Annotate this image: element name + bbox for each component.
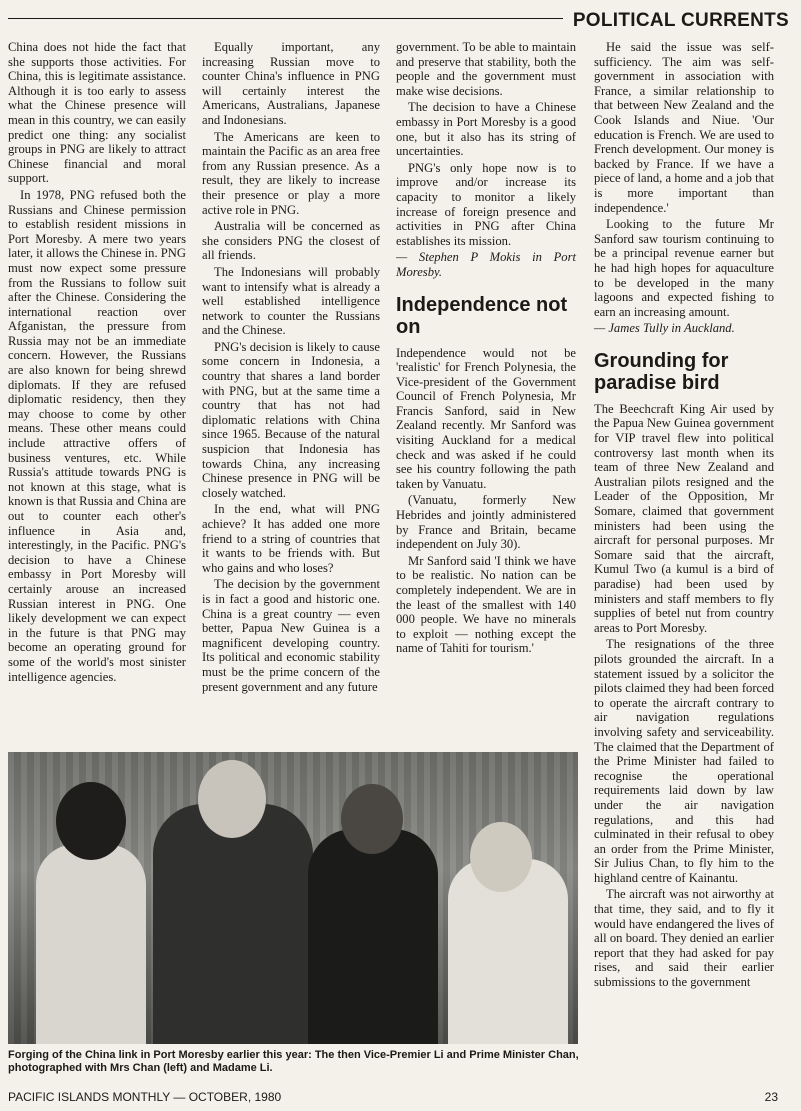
paragraph: government. To be able to maintain and preserve that stability, both the people and the government must make wise decisions. [396, 40, 576, 98]
paragraph: In 1978, PNG refused both the Russians and Chinese permission to establish resident missions in Port Moresby. A mere two years later, it allows the Chinese in. PNG must now expect some pressure from the Russians to follow suit after the Chinese. Considering the international reaction over Afganistan, the pressure from Russia may not be an immediate concern. However, the Russians are also known for being shrewd diplomats. If they are refused diplomatic residency, then they may choose to come by other means. These other means could include attractive offers of business ventures, etc. While Russia's attitude towards PNG is not known at this stage, what is known is that Russia and China are out to counter each other's influence in Asia and, interestingly, in the Pacific. PNG's decision to have a Chinese embassy in Port Moresby will certainly arouse an increased Russian interest in PNG. One likely development we can expect in the future is that PNG may become an operating ground for some of the world's most sinister intelligence agencies. [8, 187, 186, 684]
photo-figure-left [36, 844, 146, 1044]
page-number: 23 [764, 1090, 778, 1104]
photo-caption: Forging of the China link in Port Moresby earlier this year: The then Vice-Premier Li and Prime Minister Chan, photographed with Mrs Chan (left) and Madame Li. [8, 1049, 579, 1074]
paragraph: The aircraft was not airworthy at that time, they said, and to fly it would have endangered the lives of all on board. They denied an earlier report that they had asked for pay rises, and said their earlier submissions to the government [594, 887, 774, 990]
byline: — James Tully in Auckland. [594, 321, 735, 336]
headline-independence: Independence not on [396, 293, 568, 338]
photo-figure-right-head [470, 822, 532, 892]
publication-line: PACIFIC ISLANDS MONTHLY — OCTOBER, 1980 [8, 1090, 282, 1104]
paragraph: The resignations of the three pilots grounded the aircraft. In a statement issued by a solicitor the pilots claimed they had been forced to operate the aircraft contrary to air navigation regulations involving safety and serviceability. The claimed that the Department of the Prime Minister had failed to recognise the operational requirements laid down by law under the air navigation regulations, and this had culminated in their refusal to obey an order from the Prime Minister, Sir Julius Chan, to fly him to the highland centre of Kainantu. [594, 637, 774, 885]
column-2 [202, 40, 380, 694]
paragraph: PNG's decision is likely to cause some concern in Indonesia, a country that shares a land border with PNG, but at the same time a country that has not had diplomatic relations with China since 1965. Because of the natural suspicion that Indonesia has towards China, any increasing Chinese presence in PNG will be closely watched. [202, 339, 380, 500]
paragraph: In the end, what will PNG achieve? It has added one more friend to a string of countries that it wants to be friends with. But who gains and who loses? [202, 502, 380, 575]
paragraph: The Beechcraft King Air used by the Papua New Guinea government for VIP travel flew into political controversy last month when its team of three New Zealand and Australian pilots resigned and the Leader of the Opposition, Mr Somare, claimed that government ministers had been using the aircraft for personal purposes. Mr Somare said that the aircraft, Kumul Two (a kumul is a bird of paradise) had been used by ministers and staff members to fly supplies of betel nut from country areas to Port Moresby. [594, 401, 774, 635]
header-rule [8, 18, 563, 19]
column-1 [8, 40, 186, 684]
paragraph: Mr Sanford said 'I think we have to be realistic. No nation can be completely independent. We are in the least of the smallest with 140 000 people. We have no minerals to exploit — nothing except the name of Tahiti for tourism.' [396, 553, 576, 656]
photo-figure-vice-premier-head [198, 760, 266, 838]
paragraph: Looking to the future Mr Sanford saw tourism continuing to be a principal revenue earner but he had high hopes for aquaculture to be developed in the many lagoons and expected fishing to earn an increasing amount. [594, 217, 774, 319]
paragraph: China does not hide the fact that she supports those activities. For China, this is legitimate assistance. Although it is too early to assess what the Chinese presence will mean in this country, we can easily predict one thing: any socialist groups in PNG are likely to attract Chinese financial and moral support. [8, 40, 186, 186]
news-photo [8, 752, 578, 1044]
paragraph: PNG's only hope now is to improve and/or increase its capacity to monitor a likely increase of foreign presence and activities in PNG after China establishes its mission. [396, 160, 576, 248]
photo-figure-prime-minister-head [341, 784, 403, 854]
paragraph: He said the issue was self-sufficiency. The aim was self-government in association with France, a similar relationship to that between New Zealand and the Cook Islands and Niue. 'Our education is French. We are used to French development. Our money is backed by France. If we have a piece of land, a home and a job that is more important than independence.' [594, 40, 774, 215]
photo-figure-left-head [56, 782, 126, 860]
byline: — Stephen P Mokis in Port Moresby. [396, 250, 576, 279]
page-footer [8, 1090, 788, 1104]
page-header [8, 8, 793, 36]
paragraph: Australia will be concerned as she considers PNG the closest of all friends. [202, 219, 380, 263]
paragraph: The Indonesians will probably want to intensify what is already a well established intelligence network to counter the Russians and the Chinese. [202, 264, 380, 338]
paragraph: The Americans are keen to maintain the Pacific as an area free from any Russian presence. As a result, they are likely to increase their presence or play a more active role in PNG. [202, 129, 380, 217]
paragraph: The decision by the government is in fact a good and historic one. China is a great country — even better, Papua New Guinea is a magnificent developing country. Its political and economic stability must be the prime concern of the present government and any future [202, 577, 380, 694]
paragraph: The decision to have a Chinese embassy in Port Moresby is a good one, but it also has its string of uncertainties. [396, 100, 576, 159]
section-title: POLITICAL CURRENTS [572, 10, 789, 31]
column-3 [396, 40, 576, 656]
paragraph: (Vanuatu, formerly New Hebrides and jointly administered by France and Britain, became independent on July 30). [396, 493, 576, 552]
paragraph: Independence would not be 'realistic' for French Polynesia, the Vice-president of the Government Council of French Polynesia, Mr Francis Sanford, said in New Zealand recently. Mr Sanford was visiting Auckland for a medical check and was asked if he could see his country following the path taken by Vanuatu. [396, 345, 576, 491]
paragraph: Equally important, any increasing Russian move to counter China's influence in PNG will certainly interest the Americans, Australians, Japanese and Indonesians. [202, 40, 380, 127]
photo-figure-prime-minister [308, 829, 438, 1044]
photo-figure-vice-premier [153, 804, 313, 1044]
column-4 [594, 40, 774, 990]
headline-grounding: Grounding for paradise bird [594, 349, 729, 394]
